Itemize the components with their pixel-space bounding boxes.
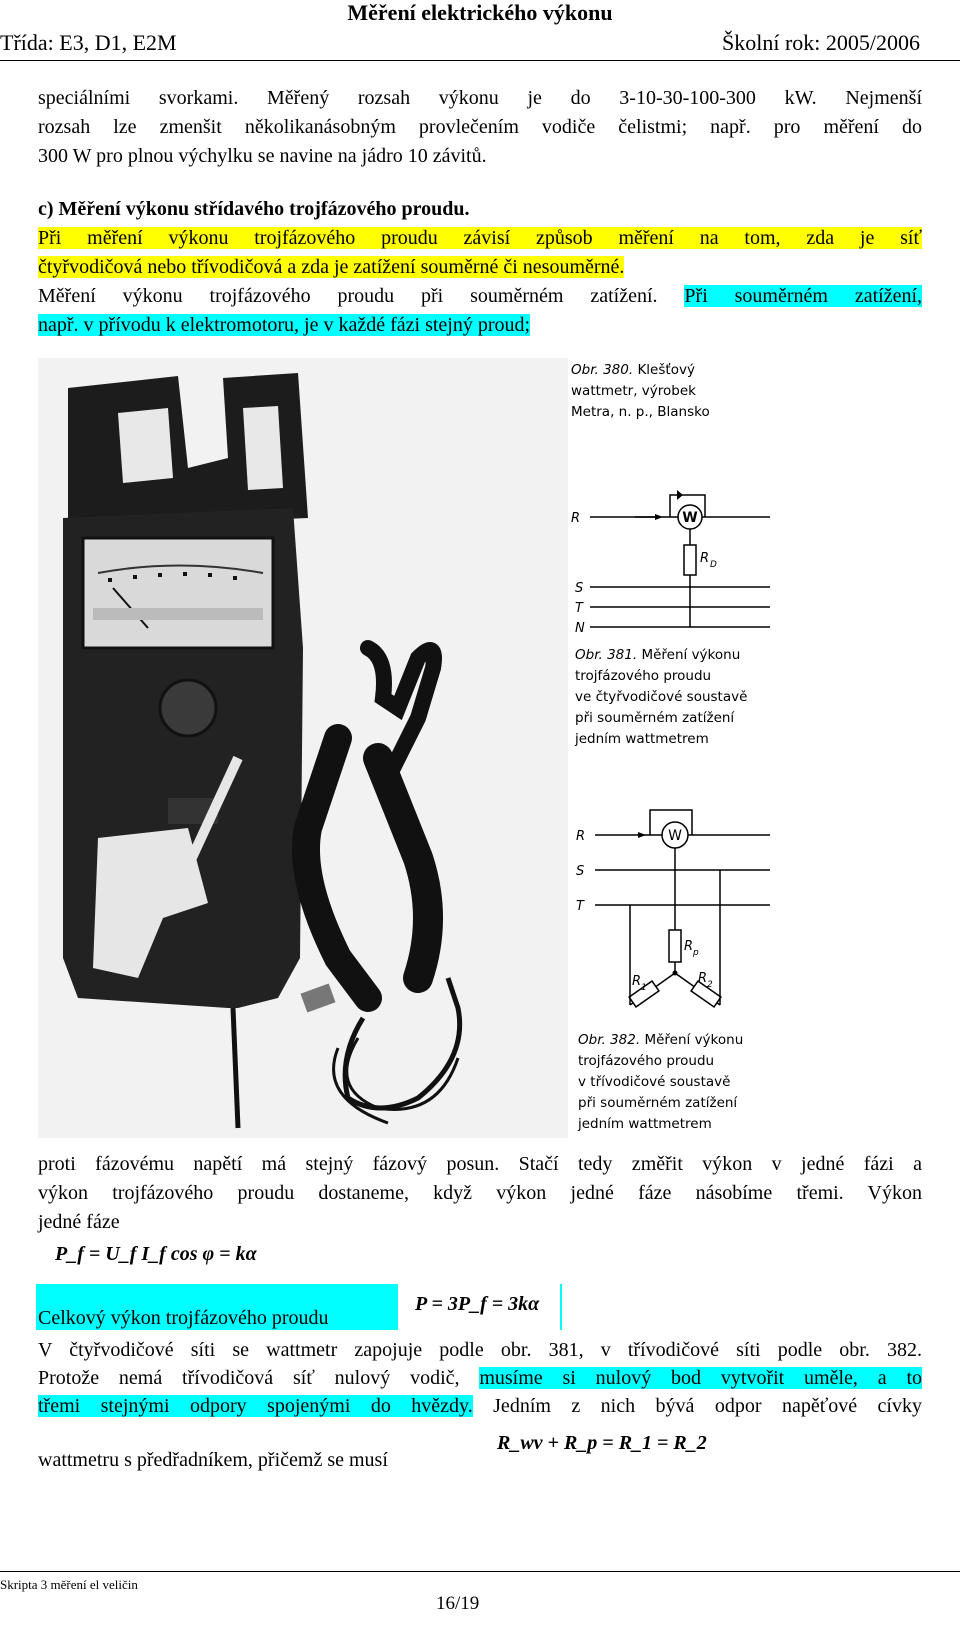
fig382-text-4: při souměrném zatížení: [578, 1095, 738, 1111]
fig380-text-1: Klešťový: [637, 362, 695, 378]
p2-plain: Měření výkonu trojfázového proudu při souměrném zatížení.: [38, 285, 685, 307]
fig382-rp-label: R: [684, 939, 694, 954]
school-year-label: Školní rok: 2005/2006: [721, 30, 920, 55]
after-line-6: [38, 1392, 922, 1421]
intro-line-1: speciálními svorkami. Měřený rozsah výkonu je do 3-10-30-100-300 kW. Nejmenší: [38, 87, 922, 109]
line6-plain: Jedním z nich bývá odpor napěťové cívky: [472, 1395, 922, 1417]
fig382-r2-label: R: [698, 971, 708, 986]
fig380-text-3: Metra, n. p., Blansko: [571, 404, 710, 420]
fig382-number: Obr. 382.: [578, 1032, 641, 1048]
section-p2-line-2: [38, 311, 922, 340]
fig381-text-4: při souměrném zatížení: [575, 710, 735, 726]
fig382-label-r: R: [576, 829, 586, 844]
fig382-text-2: trojfázového proudu: [578, 1053, 715, 1069]
highlight-cyan-a: Při souměrném zatížení,: [684, 285, 923, 307]
fig381-text-2: trojfázového proudu: [575, 668, 712, 684]
fig381-label-n: N: [575, 621, 585, 636]
section-highlight-line-1: [38, 224, 922, 253]
total-power-label: Celkový výkon trojfázového proudu: [38, 1307, 329, 1329]
fig380-caption: [571, 360, 710, 423]
fig382-r2-sub: 2: [707, 980, 713, 990]
fig381-resistor-sub: D: [710, 560, 717, 570]
fig382-caption: [578, 1030, 743, 1135]
fig381-text-5: jedním wattmetrem: [575, 731, 709, 747]
fig382-diagram: [570, 795, 775, 1020]
after-line-2: výkon trojfázového proudu dostaneme, když výkon jedné fáze násobíme třemi. Výkon: [38, 1182, 922, 1204]
highlight-yellow-1: Při měření výkonu trojfázového proudu závisí způsob měření na tom, zda je síť: [38, 227, 922, 249]
footer-source: Skripta 3 měření el veličin: [0, 1577, 138, 1592]
fig382-r1-sub: 1: [641, 983, 647, 993]
after-line-3: jedné fáze: [38, 1211, 120, 1233]
fig381-text-3: ve čtyřvodičové soustavě: [575, 689, 748, 705]
after-line-7: wattmetru s předřadníkem, přičemž se musí: [38, 1449, 388, 1471]
highlight-cyan-c: musíme si nulový bod vytvořit uměle, a to: [479, 1367, 922, 1389]
fig382-text-3: v třívodičové soustavě: [578, 1074, 731, 1090]
highlight-cyan-b: např. v přívodu k elektromotoru, je v každé fázi stejný proud;: [38, 314, 531, 336]
fig380-number: Obr. 380.: [571, 362, 634, 378]
fig382-text-1: Měření výkonu: [644, 1032, 744, 1048]
page-title: Měření elektrického výkonu: [347, 0, 613, 25]
section-p2-line-1: [38, 282, 922, 311]
fig381-meter-label: W: [682, 510, 698, 526]
fig380-text-2: wattmetr, výrobek: [571, 383, 696, 399]
fig382-r1-label: R: [632, 974, 642, 989]
fig381-resistor-label: R: [700, 551, 710, 566]
fig382-label-s: S: [576, 864, 585, 879]
fig381-label-s: S: [575, 581, 584, 596]
after-line-5: [38, 1364, 922, 1393]
fig381-text-1: Měření výkonu: [641, 647, 741, 663]
footer-divider: [0, 1571, 960, 1572]
fig382-rp-sub: p: [693, 948, 699, 958]
intro-line-2: rozsah lze zmenšit několikanásobným provlečením vodiče čelistmi; např. pro měření do: [38, 116, 922, 138]
total-power-highlight-edge: [560, 1284, 562, 1330]
highlight-yellow-2: čtyřvodičová nebo třívodičová a zda je zatížení souměrné či nesouměrné.: [38, 256, 625, 278]
after-line-1: proti fázovému napětí má stejný fázový posun. Stačí tedy změřit výkon v jedné fázi a: [38, 1153, 922, 1175]
intro-line-3: 300 W pro plnou výchylku se navine na jádro 10 závitů.: [38, 145, 487, 167]
fig381-diagram: [565, 470, 775, 640]
fig381-label-r: R: [571, 511, 581, 526]
fig381-label-t: T: [575, 601, 583, 616]
fig381-number: Obr. 381.: [575, 647, 638, 663]
section-heading: c) Měření výkonu střídavého trojfázového proudu.: [38, 198, 470, 220]
clamp-wattmeter-photo: [38, 358, 568, 1138]
fig382-meter-label: W: [668, 828, 682, 844]
after-line-4: V čtyřvodičové síti se wattmetr zapojuje podle obr. 381, v třívodičové síti podle obr. 382.: [38, 1339, 922, 1361]
highlight-cyan-d: třemi stejnými odpory spojenými do hvězdy.: [38, 1395, 473, 1417]
formula-resistors: R_wv + R_p = R_1 = R_2: [497, 1432, 707, 1454]
fig382-text-5: jedním wattmetrem: [578, 1116, 712, 1132]
formula-phase-power: P_f = U_f I_f cos φ = kα: [55, 1243, 257, 1265]
page-number: 16/19: [436, 1593, 480, 1614]
fig381-caption: [575, 645, 747, 750]
class-label: Třída: E3, D1, E2M: [0, 30, 177, 55]
line5-plain: Protože nemá třívodičová síť nulový vodič,: [38, 1367, 480, 1389]
fig382-label-t: T: [576, 899, 584, 914]
section-highlight-line-2: [38, 253, 922, 282]
header-divider: [0, 60, 960, 61]
formula-total-power: P = 3P_f = 3kα: [415, 1293, 540, 1315]
